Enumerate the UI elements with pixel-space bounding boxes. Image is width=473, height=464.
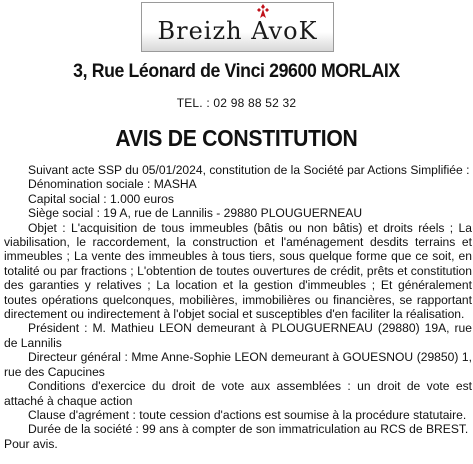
notice-paragraph: Clause d'agrément : toute cession d'actions est soumise à la procédure statutaire. (28, 407, 467, 422)
notice-paragraph: Capital social : 1.000 euros (28, 191, 174, 206)
address: 3, Rue Léonard de Vinci 29600 MORLAIX (73, 61, 400, 82)
notice-paragraph: Directeur général : Mme Anne-Sophie LEON demeurant à GOUESNOU (29850) 1, rue des Capucines (4, 350, 472, 379)
notice-body (4, 163, 472, 451)
notice-paragraph: Durée de la société : 99 ans à compter de son immatriculation au RCS de BREST. (28, 422, 469, 437)
logo (141, 2, 334, 52)
notice-paragraph: Pour avis. (4, 436, 58, 451)
logo-text: Breizh AvoK (157, 17, 318, 45)
notice-title: AVIS DE CONSTITUTION (115, 125, 358, 151)
notice-paragraph: Siège social : 19 A, rue de Lannilis - 29880 PLOUGUERNEAU (28, 206, 363, 221)
notice-paragraph: Dénomination sociale : MASHA (28, 177, 197, 192)
phone-number: TEL. : 02 98 88 52 32 (176, 96, 297, 110)
notice-paragraph: Conditions d'exercice du droit de vote aux assemblées : un droit de vote est attaché à chaque action (4, 379, 472, 408)
notice-paragraph: Suivant acte SSP du 05/01/2024, constitution de la Société par Actions Simplifiée : (28, 163, 470, 177)
notice-paragraph: Objet : L'acquisition de tous immeubles (bâtis ou non bâtis) et droits réels ; La viabilisation, le raccordement, la construction et l'aménagement desdits terrains et immeubles ; La vente des immeubles à tous tiers, sous quelque forme que ce soit, en totalité ou par fractions ; L'obtention de toutes ouvertures de crédit, prêts et constitution des garanties y relatives ; La location et la gestion d'immeubles ; Et généralement toutes opérations quelconques, mobilières, immobilières ou financières, se rapportant directement ou indirectement à l'objet social et susceptibles d'en faciliter la réalisation. (4, 220, 472, 322)
notice-paragraph: Président : M. Mathieu LEON demeurant à PLOUGUERNEAU (29880) 19A, rue de Lannilis (4, 321, 472, 350)
